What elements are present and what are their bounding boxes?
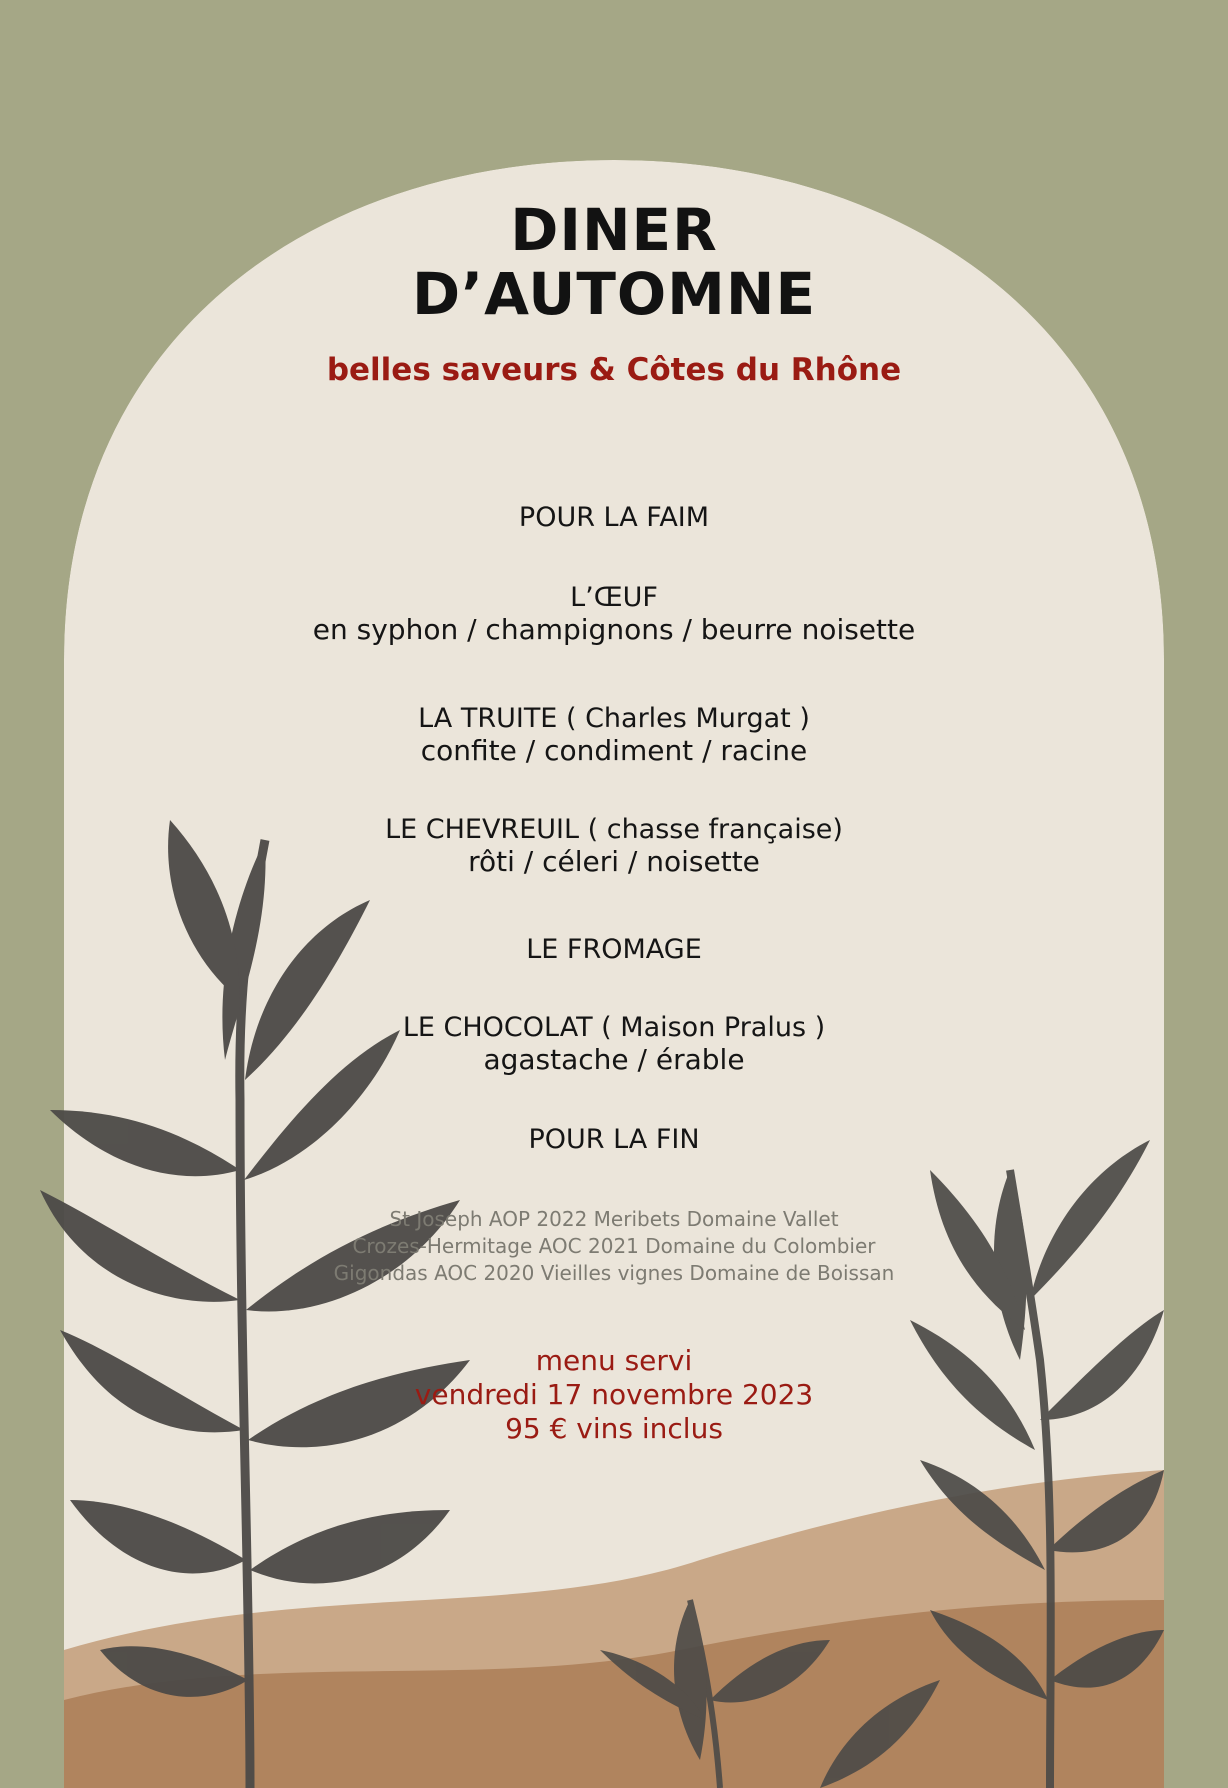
service-price: 95 € vins inclus <box>505 1412 723 1445</box>
course-chevreuil <box>0 814 1228 878</box>
menu-closer: POUR LA FIN <box>528 1124 700 1155</box>
wine-item: Crozes-Hermitage AOC 2021 Domaine du Colombier <box>352 1234 876 1258</box>
course-oeuf <box>0 582 1228 646</box>
wine-item: Gigondas AOC 2020 Vieilles vignes Domaine de Boissan <box>333 1261 895 1285</box>
course-name: LE CHOCOLAT ( Maison Pralus ) <box>402 1012 826 1043</box>
course-name: LA TRUITE ( Charles Murgat ) <box>418 703 810 734</box>
course-name: LE CHEVREUIL ( chasse française) <box>385 814 843 845</box>
menu-title-line-2: D’AUTOMNE <box>411 260 817 328</box>
service-label: menu servi <box>535 1344 693 1377</box>
course-description: agastache / érable <box>483 1043 745 1076</box>
course-truite <box>0 703 1228 767</box>
course-description: en syphon / champignons / beurre noisette <box>312 613 916 646</box>
course-description: confite / condiment / racine <box>420 734 808 767</box>
service-info <box>0 1344 1228 1446</box>
wine-item: St Joseph AOP 2022 Meribets Domaine Vallet <box>389 1207 839 1231</box>
service-date: vendredi 17 novembre 2023 <box>414 1378 814 1411</box>
course-chocolat <box>0 1012 1228 1076</box>
menu-title <box>0 198 1228 326</box>
wine-list <box>0 1206 1228 1287</box>
course-name: LE FROMAGE <box>526 934 702 965</box>
menu-opener: POUR LA FAIM <box>518 502 710 533</box>
course-description: rôti / céleri / noisette <box>468 845 760 878</box>
menu-subtitle: belles saveurs & Côtes du Rhône <box>326 352 902 388</box>
course-fromage <box>0 934 1228 966</box>
course-name: L’ŒUF <box>570 582 658 613</box>
menu-title-line-1: DINER <box>510 196 718 264</box>
